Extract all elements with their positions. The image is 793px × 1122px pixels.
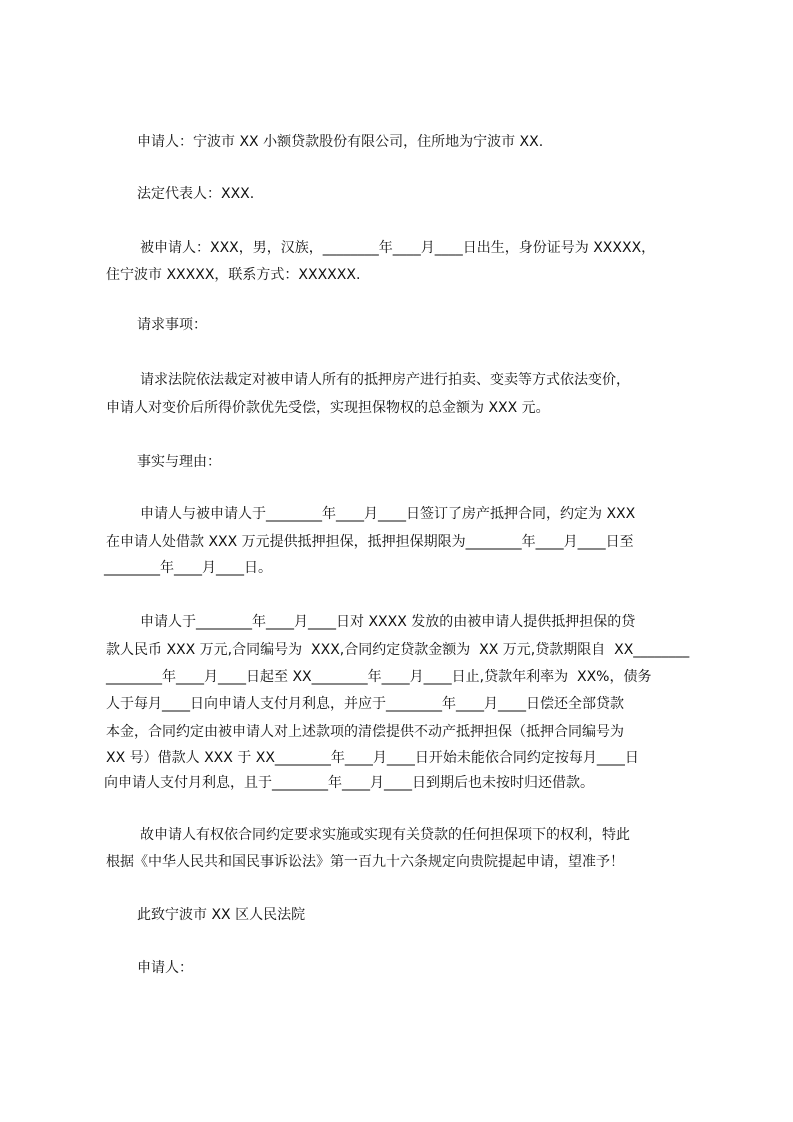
- facts-line: ________年____月____日。: [104, 560, 272, 576]
- claims-line: 请求法院依法裁定对被申请人所有的抵押房产进行拍卖、变卖等方式依法变价，: [140, 372, 630, 388]
- claims-heading: 请求事项：: [137, 317, 207, 333]
- facts-heading: 事实与理由：: [137, 454, 221, 470]
- facts-line: 人于每月____日向申请人支付月利息，并应于________年____月____日偿还全部贷款: [106, 696, 624, 712]
- legal-rep-line: 法定代表人：XXX.: [137, 186, 255, 202]
- signature-line: 申请人：: [137, 960, 193, 976]
- facts-line: 在申请人处借款 XXX 万元提供抵押担保，抵押担保期限为________年____月____日至: [106, 534, 634, 550]
- respondent-line: 被申请人：XXX，男，汉族，________年____月____日出生，身份证号为 XXXXX，: [140, 240, 656, 256]
- facts-line: XX 号）借款人 XXX 于 XX________年____月____日开始未能依合同约定按每月____日: [106, 750, 639, 766]
- facts-line: 向申请人支付月利息，且于________年____月____日到期后也未按时归还借款。: [104, 775, 594, 791]
- facts-line: ________年____月____日起至 XX________年____月____日止,贷款年利率为 XX%，债务: [106, 669, 652, 685]
- facts-line: 申请人于________年____月____日对 XXXX 发放的由被申请人提供抵押担保的贷: [140, 614, 636, 630]
- conclusion-line: 故申请人有权依合同约定要求实施或实现有关贷款的任何担保项下的权利，特此: [140, 827, 630, 843]
- facts-line: 申请人与被申请人于________年____月____日签订了房产抵押合同，约定为 XXX: [140, 506, 636, 522]
- addressee-line: 此致宁波市 XX 区人民法院: [137, 907, 306, 923]
- claims-line: 申请人对变价后所得价款优先受偿，实现担保物权的总金额为 XXX 元。: [106, 400, 550, 416]
- respondent-line: 住宁波市 XXXXX，联系方式：XXXXXX.: [106, 267, 361, 283]
- applicant-line: 申请人：宁波市 XX 小额贷款股份有限公司，住所地为宁波市 XX.: [137, 134, 544, 150]
- conclusion-line: 根据《中华人民共和国民事诉讼法》第一百九十六条规定向贵院提起申请，望准予！: [106, 854, 624, 870]
- facts-line: 款人民币 XXX 万元,合同编号为 XXX,合同约定贷款金额为 XX 万元,贷款期限自 XX________: [106, 642, 690, 658]
- facts-line: 本金，合同约定由被申请人对上述款项的清偿提供不动产抵押担保（抵押合同编号为: [106, 724, 624, 740]
